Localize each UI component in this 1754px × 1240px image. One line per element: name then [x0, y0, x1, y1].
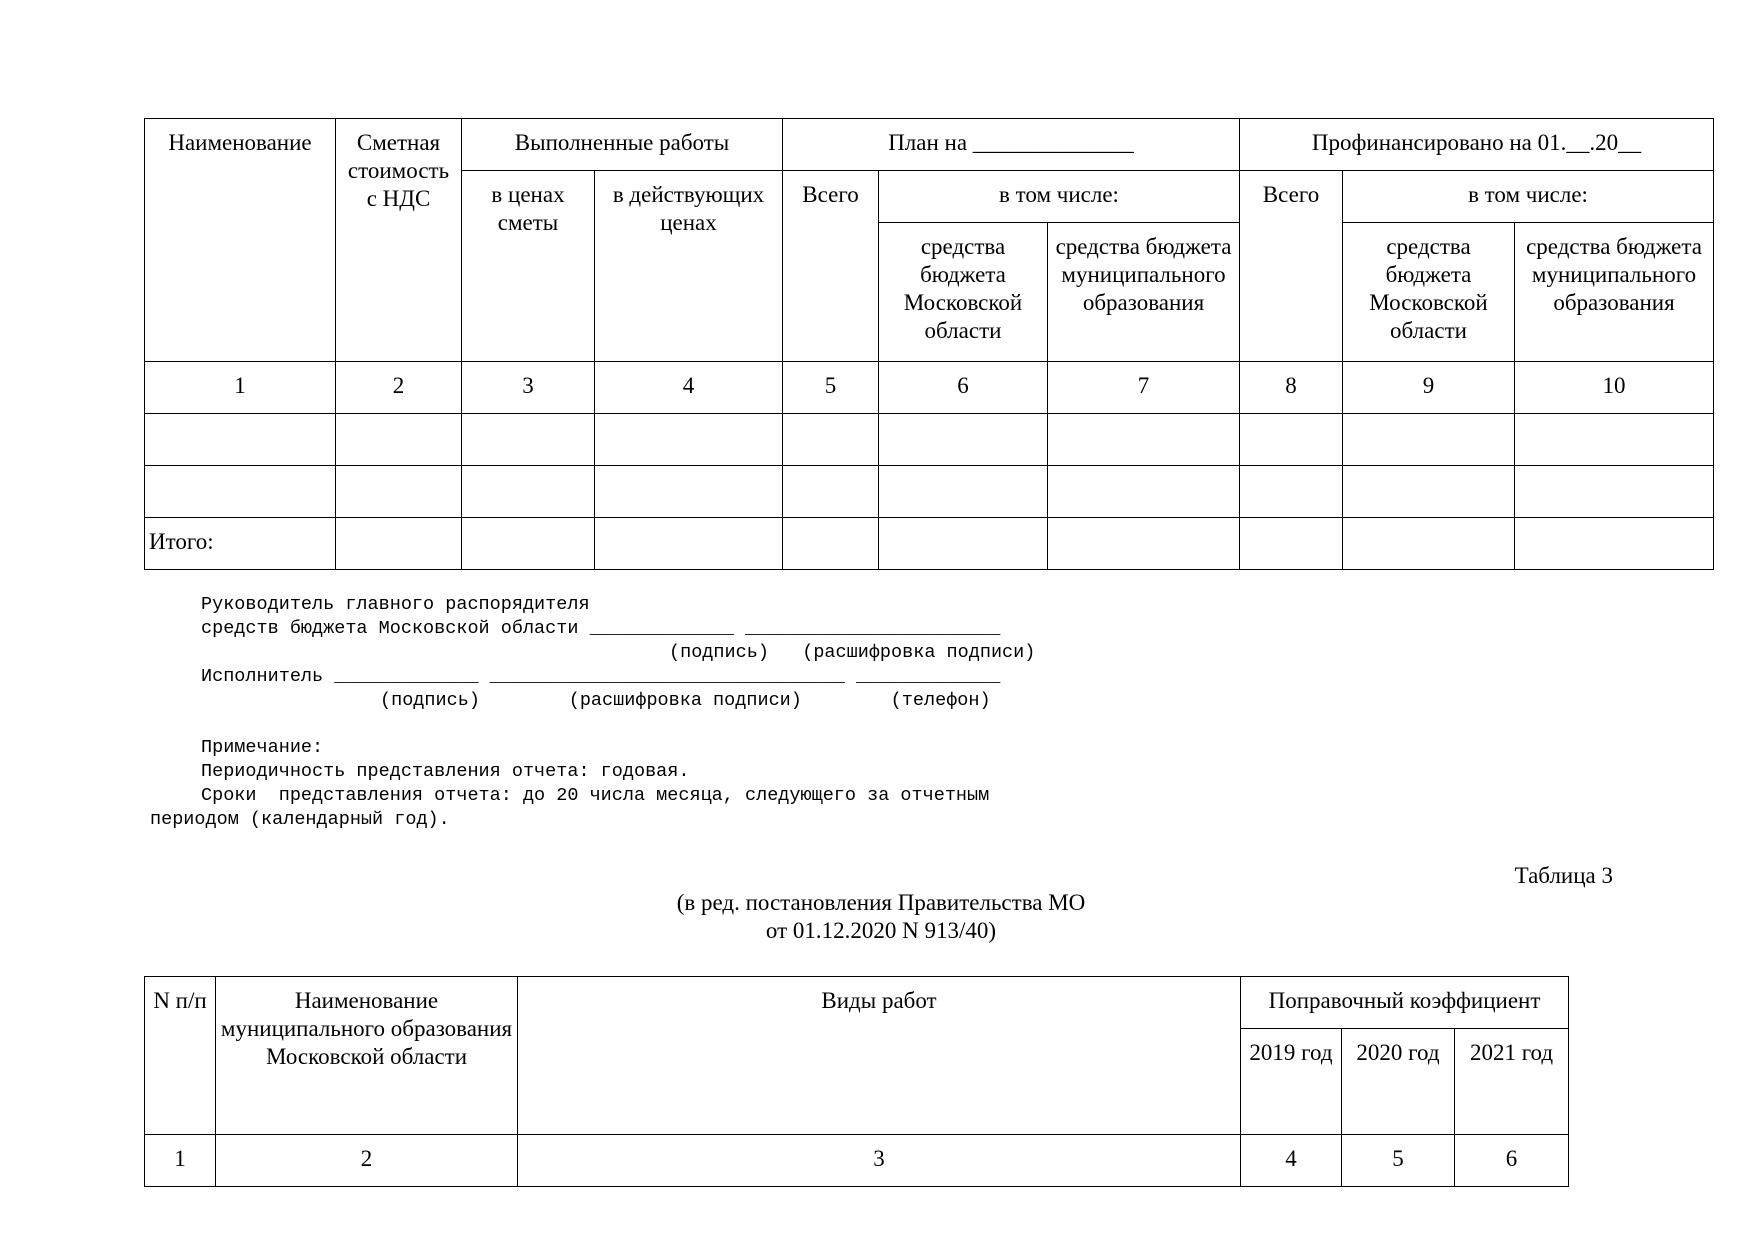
col-number: 3	[462, 362, 595, 414]
head-title: Руководитель главного распорядителя	[201, 594, 590, 615]
header-plan: План на ______________	[783, 119, 1240, 171]
header-year-2020: 2020 год	[1342, 1029, 1455, 1135]
table-cell	[336, 518, 462, 570]
table-cell	[1515, 414, 1714, 466]
table-cell	[595, 414, 783, 466]
header-cost: Сметная стоимость с НДС	[336, 119, 462, 362]
table-cell	[879, 466, 1048, 518]
report-table	[144, 118, 1714, 570]
table-cell	[1240, 466, 1343, 518]
col-number: 6	[1455, 1135, 1569, 1187]
table-cell	[462, 518, 595, 570]
table-cell	[1515, 466, 1714, 518]
table-cell	[462, 414, 595, 466]
notes-title: Примечание:	[201, 737, 324, 758]
table-cell	[1343, 466, 1515, 518]
table3-edition-2: от 01.12.2020 N 913/40)	[765, 918, 997, 943]
table3-edition-1: (в ред. постановления Правительства МО	[676, 890, 1086, 915]
table-cell	[879, 518, 1048, 570]
header-name: Наименование	[145, 119, 336, 362]
head-signature-caption: (подпись) (расшифровка подписи)	[669, 642, 1036, 663]
table-cell	[595, 518, 783, 570]
col-number: 4	[595, 362, 783, 414]
notes-periodicity: Периодичность представления отчета: годовая.	[201, 761, 690, 782]
col-number: 5	[1342, 1135, 1455, 1187]
header-plan-region: средства бюджета Московской области	[879, 223, 1048, 362]
header-year-2019: 2019 год	[1241, 1029, 1342, 1135]
table-cell	[783, 518, 879, 570]
header-work-types: Виды работ	[518, 977, 1241, 1135]
col-number: 2	[216, 1135, 518, 1187]
table-cell	[1343, 518, 1515, 570]
col-number: 5	[783, 362, 879, 414]
col-number: 8	[1240, 362, 1343, 414]
table-cell	[1343, 414, 1515, 466]
col-number: 7	[1048, 362, 1240, 414]
col-number: 1	[145, 1135, 216, 1187]
table-cell	[462, 466, 595, 518]
table-cell	[1048, 466, 1240, 518]
table-cell	[1240, 414, 1343, 466]
table-cell	[1048, 518, 1240, 570]
col-number: 3	[518, 1135, 1241, 1187]
table-row	[145, 466, 1714, 518]
header-plan-including: в том числе:	[879, 171, 1240, 223]
header-fin-total: Всего	[1240, 171, 1343, 362]
header-plan-muni: средства бюджета муниципального образования	[1048, 223, 1240, 362]
header-done: Выполненные работы	[462, 119, 783, 171]
header-fin-including: в том числе:	[1343, 171, 1714, 223]
table-cell	[595, 466, 783, 518]
table-cell	[336, 466, 462, 518]
header-done-estimate: в ценах сметы	[462, 171, 595, 362]
table-cell	[879, 414, 1048, 466]
header-fin-region: средства бюджета Московской области	[1343, 223, 1515, 362]
table-cell	[145, 466, 336, 518]
header-number: N п/п	[145, 977, 216, 1135]
executor-line: Исполнитель _____________ ________________________________ _____________	[201, 666, 1001, 687]
header-municipality: Наименование муниципального образования Московской области	[216, 977, 518, 1135]
table3-label: Таблица 3	[1514, 863, 1613, 888]
table-row	[145, 414, 1714, 466]
col-number: 6	[879, 362, 1048, 414]
header-plan-total: Всего	[783, 171, 879, 362]
table-cell	[145, 414, 336, 466]
col-number: 9	[1343, 362, 1515, 414]
header-year-2021: 2021 год	[1455, 1029, 1569, 1135]
table-cell	[1240, 518, 1343, 570]
executor-caption: (подпись) (расшифровка подписи) (телефон)	[380, 690, 991, 711]
table-cell	[783, 414, 879, 466]
total-row	[145, 518, 1714, 570]
header-coefficient: Поправочный коэффициент	[1241, 977, 1569, 1029]
head-signature-line: средств бюджета Московской области _____________ _______________________	[201, 618, 1001, 639]
notes-deadline-cont: периодом (календарный год).	[150, 809, 450, 830]
col-number: 10	[1515, 362, 1714, 414]
header-done-current: в действующих ценах	[595, 171, 783, 362]
header-fin-muni: средства бюджета муниципального образования	[1515, 223, 1714, 362]
table-cell	[1515, 518, 1714, 570]
header-financed: Профинансировано на 01.__.20__	[1240, 119, 1714, 171]
table-cell	[1048, 414, 1240, 466]
col-number: 1	[145, 362, 336, 414]
col-number: 4	[1241, 1135, 1342, 1187]
coefficients-table	[144, 976, 1569, 1187]
col-number: 2	[336, 362, 462, 414]
table-cell	[336, 414, 462, 466]
notes-deadline: Сроки представления отчета: до 20 числа месяца, следующего за отчетным	[201, 785, 990, 806]
total-label: Итого:	[145, 518, 336, 570]
table-cell	[783, 466, 879, 518]
